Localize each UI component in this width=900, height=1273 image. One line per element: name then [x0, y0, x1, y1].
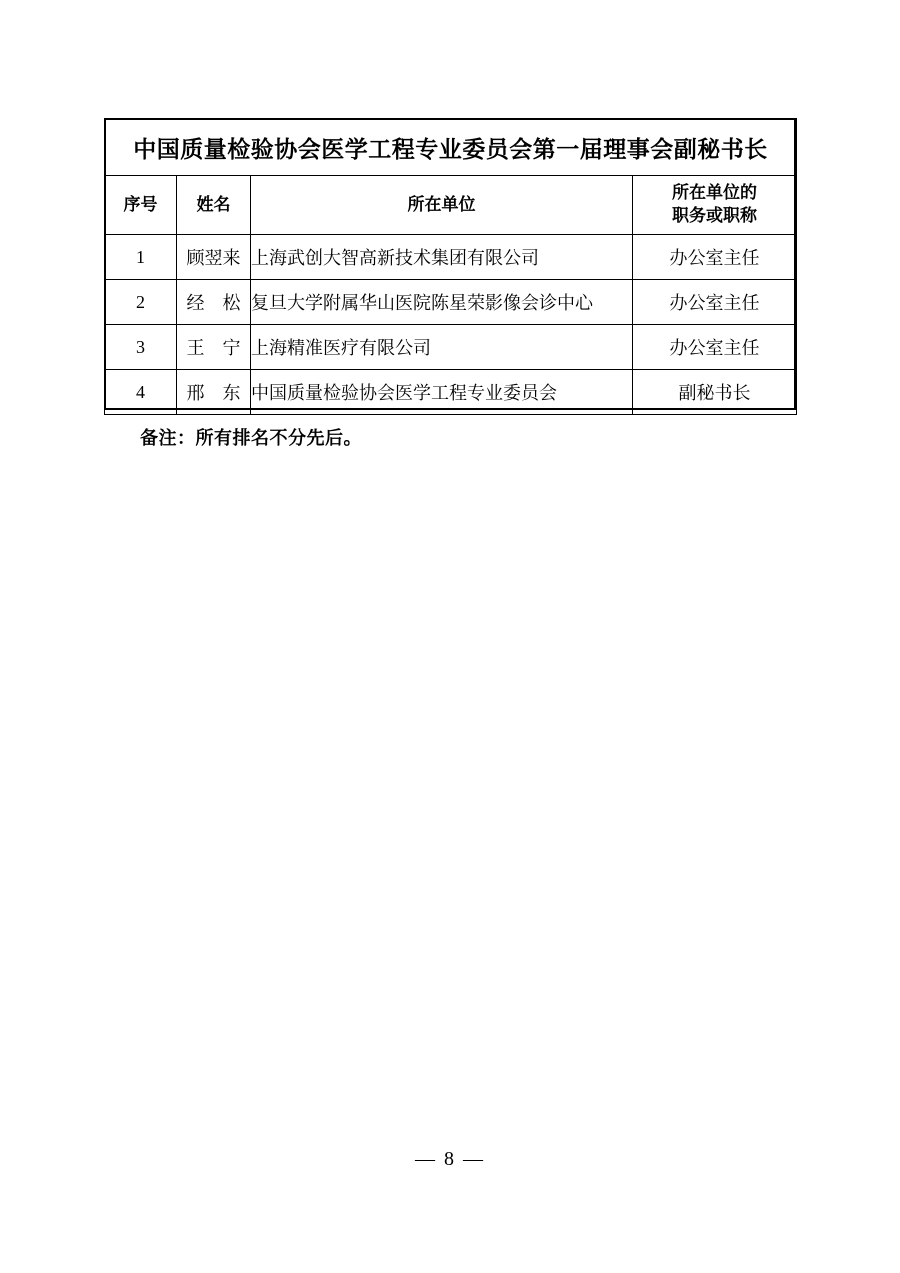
cell-unit: 复旦大学附属华山医院陈星荣影像会诊中心 — [251, 280, 633, 325]
cell-post: 办公室主任 — [633, 280, 797, 325]
column-header-post-line1: 所在单位的 — [672, 183, 757, 203]
table-title-row — [105, 119, 797, 176]
cell-seq: 4 — [105, 370, 177, 415]
cell-unit: 中国质量检验协会医学工程专业委员会 — [251, 370, 633, 415]
cell-post: 副秘书长 — [633, 370, 797, 415]
table-header-row — [105, 176, 797, 235]
cell-unit: 上海精准医疗有限公司 — [251, 325, 633, 370]
council-deputy-secretary-table — [104, 118, 797, 415]
cell-seq: 2 — [105, 280, 177, 325]
cell-name: 王 宁 — [177, 325, 251, 370]
page-number: — 8 — — [415, 1148, 485, 1170]
cell-post: 办公室主任 — [633, 325, 797, 370]
cell-seq: 1 — [105, 235, 177, 280]
column-header-seq: 序号 — [105, 176, 177, 235]
column-header-post — [633, 176, 797, 235]
column-header-post-line2: 职务或职称 — [672, 206, 757, 225]
table-row — [105, 370, 797, 415]
table-row — [105, 235, 797, 280]
cell-post: 办公室主任 — [633, 235, 797, 280]
column-header-unit: 所在单位 — [251, 176, 633, 235]
cell-name: 邢 东 — [177, 370, 251, 415]
column-header-name: 姓名 — [177, 176, 251, 235]
table-row — [105, 325, 797, 370]
cell-seq: 3 — [105, 325, 177, 370]
table-note: 备注：所有排名不分先后。 — [140, 428, 362, 448]
cell-unit: 上海武创大智高新技术集团有限公司 — [251, 235, 633, 280]
cell-name: 经 松 — [177, 280, 251, 325]
cell-name: 顾翌来 — [177, 235, 251, 280]
table-row — [105, 280, 797, 325]
table-title: 中国质量检验协会医学工程专业委员会第一届理事会副秘书长 — [105, 119, 797, 176]
